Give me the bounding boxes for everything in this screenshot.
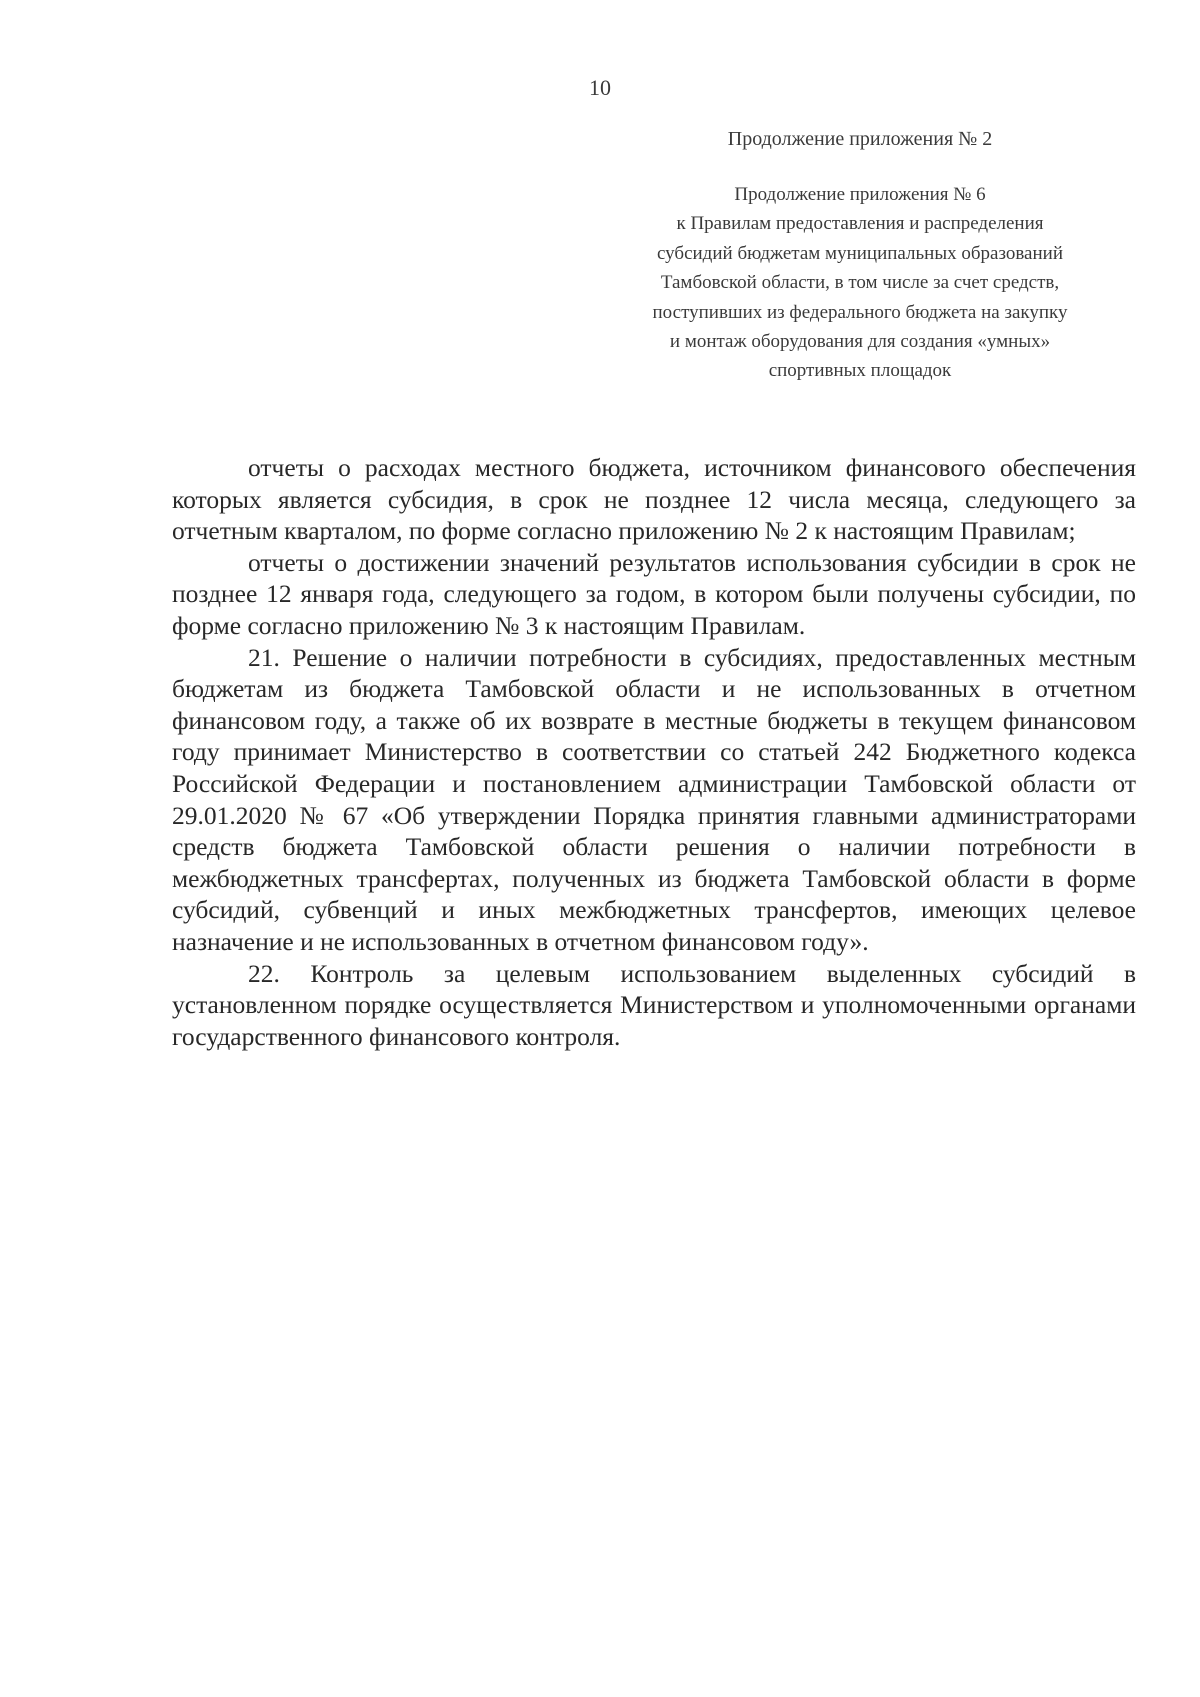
appendix-line: Тамбовской области, в том числе за счет средств, bbox=[660, 272, 1060, 294]
appendix-reference-block bbox=[600, 180, 1120, 386]
paragraph-clause-22: 22. Контроль за целевым использованием выделенных субсидий в установленном порядке осуществляется Министерством и уполномоченными органами государственного финансового контроля. bbox=[172, 958, 1136, 1051]
paragraph-reports-results: отчеты о достижении значений результатов использования субсидии в срок не позднее 12 января года, следующего за годом, в котором были получены субсидии, по форме согласно приложению № 3 к настоящим Правилам. bbox=[172, 547, 1136, 640]
appendix-line: спортивных площадок bbox=[768, 360, 952, 382]
appendix-line: и монтаж оборудования для создания «умных» bbox=[669, 331, 1051, 353]
appendix-title: Продолжение приложения № 2 bbox=[727, 128, 993, 150]
paragraph-clause-21: 21. Решение о наличии потребности в субсидиях, предоставленных местным бюджетам из бюджета Тамбовской области и не использованных в отчетном финансовом году, а также об их возврате в местные бюджеты в текущем финансовом году принимает Министерство в соответствии со статьей 242 Бюджетного кодекса Российской Федерации и постановлением администрации Тамбовской области от 29.01.2020 № 67 «Об утверждении Порядка принятия главными администраторами средств бюджета Тамбовской области решения о наличии потребности в межбюджетных трансфертах, полученных из бюджета Тамбовской области в форме субсидий, субвенций и иных межбюджетных трансфертов, имеющих целевое назначение и не использованных в отчетном финансовом году». bbox=[172, 642, 1136, 956]
appendix-line: Продолжение приложения № 6 bbox=[734, 184, 986, 205]
appendix-line: поступивших из федерального бюджета на закупку bbox=[652, 301, 1068, 323]
appendix-line: к Правилам предоставления и распределения bbox=[676, 213, 1044, 235]
body-text bbox=[172, 452, 1136, 1052]
paragraph-reports-expenses: отчеты о расходах местного бюджета, источником финансового обеспечения которых является субсидия, в срок не позднее 12 числа месяца, следующего за отчетным кварталом, по форме согласно приложению № 2 к настоящим Правилам; bbox=[172, 453, 1136, 546]
appendix-line: субсидий бюджетам муниципальных образований bbox=[656, 242, 1063, 264]
page-number: 10 bbox=[589, 75, 611, 100]
